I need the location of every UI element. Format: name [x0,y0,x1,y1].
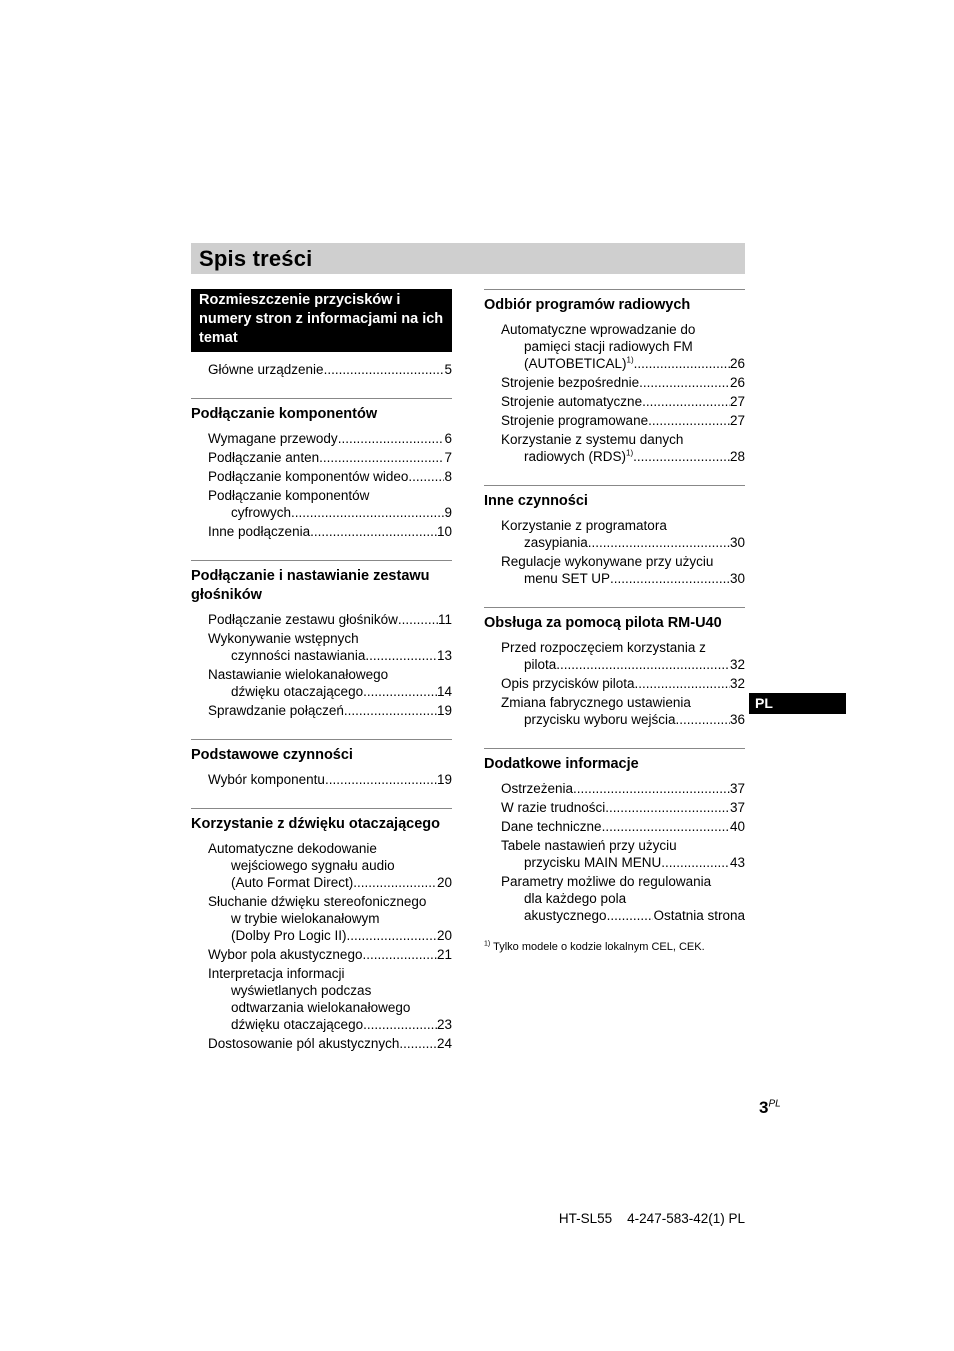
entry-title [524,854,661,871]
entry-page-number: 23 [436,1017,452,1032]
entry-page-number: 7 [444,450,452,465]
toc-entry[interactable] [484,321,745,372]
entry-title-text: Wybór komponentu [208,772,325,787]
entry-final-line [501,675,745,692]
toc-entry[interactable] [484,553,745,587]
entry-final-line [501,412,745,429]
toc-entry[interactable] [191,449,452,466]
entry-final-line [501,711,745,728]
dot-leader [676,711,730,728]
entry-final-line [208,430,452,447]
dot-leader [639,374,730,391]
entry-final-line [501,534,745,551]
section-heading: Rozmieszczenie przycisków i numery stron z informacjami na ich temat [191,289,452,352]
toc-entry[interactable] [484,818,745,835]
entry-final-line [208,523,452,540]
entry-final-line [208,611,452,628]
entry-page-number: 5 [444,362,452,377]
entry-title-text: cyfrowych [231,505,292,520]
entry-line: Tabele nastawień przy użyciu [501,838,677,853]
entry-title-text: Strojenie programowane [501,413,649,428]
entry-page-number: 37 [729,781,745,796]
section-heading: Inne czynności [484,493,588,509]
entry-title-text: Wymagane przewody [208,431,338,446]
entry-final-line [208,874,452,891]
entry-line: Interpretacja informacji [208,966,345,981]
toc-entry[interactable] [484,694,745,728]
dot-leader [408,468,444,485]
dot-leader [338,430,445,447]
entry-title [231,647,365,664]
entry-title-text: Główne urządzenie [208,362,324,377]
toc-entry[interactable] [191,468,452,485]
entry-title-text: Dane techniczne [501,819,602,834]
entry-line: Automatyczne wprowadzanie do [501,322,696,337]
toc-section [191,808,452,1052]
entry-title-text: dźwięku otaczającego [231,1017,364,1032]
toc-entry[interactable] [484,517,745,551]
footnote-marker: 1) [626,448,634,458]
dot-leader [365,647,437,664]
dot-leader [573,780,730,797]
title-bar [191,243,745,274]
entry-final-line [501,907,745,924]
entry-line: pamięci stacji radiowych FM [524,339,693,354]
entry-final-line [208,1035,452,1052]
entry-title-text: Inne podłączenia [208,524,311,539]
entry-title [231,683,363,700]
entry-title [501,393,642,410]
toc-section [484,485,745,587]
entry-final-line [208,647,452,664]
toc-entry[interactable] [191,361,452,378]
entry-final-line [208,1016,452,1033]
toc-entry[interactable] [191,430,452,447]
entry-title [208,449,319,466]
section-heading: Podłączanie komponentów [191,406,378,422]
toc-entry[interactable] [484,393,745,410]
toc-entry[interactable] [484,374,745,391]
dot-leader [310,523,437,540]
entry-line: Automatyczne dekodowanie [208,841,377,856]
entry-page-number: 32 [729,657,745,672]
footnote-text: Tylko modele o kodzie lokalnym CEL, CEK. [493,941,705,953]
toc-entry[interactable] [191,666,452,700]
entry-line: Przed rozpoczęciem korzystania z [501,640,706,655]
dot-leader [363,683,437,700]
entry-final-line [208,504,452,521]
footnote-marker: 1) [626,355,634,365]
entry-line: Regulacje wykonywane przy użyciu [501,554,714,569]
dot-leader [556,656,730,673]
entry-page-number: 10 [436,524,452,539]
entry-line: wyświetlanych podczas [231,983,372,998]
toc-entry[interactable] [484,639,745,673]
footnote-mark: 1) [484,940,491,948]
entry-final-line [501,799,745,816]
dot-leader [399,1035,437,1052]
entry-page-number: 19 [436,703,452,718]
entry-line: odtwarzania wielokanałowego [231,1000,411,1015]
entry-page-number: 20 [436,875,452,890]
entry-title [208,430,338,447]
model-code: HT-SL55 4-247-583-42(1) PL [558,1211,745,1226]
entry-title [524,355,634,372]
entry-title-text: (Dolby Pro Logic II) [231,928,347,943]
entry-title-text: Wybor pola akustycznego [208,947,363,962]
entry-title [208,523,310,540]
dot-leader [324,361,445,378]
entry-final-line [208,361,452,378]
dot-leader [635,675,730,692]
entry-title [501,799,605,816]
entry-page-number: 24 [436,1036,452,1051]
entry-final-line [208,449,452,466]
entry-final-line [501,393,745,410]
entry-title [524,448,633,465]
entry-title-text: Podłączanie zestawu głośników [208,612,398,627]
entry-title [231,927,347,944]
dot-leader [588,534,730,551]
entry-title-text: radiowych (RDS) [524,449,627,464]
toc-entry[interactable] [191,523,452,540]
dot-leader [347,927,437,944]
entry-title [208,946,362,963]
entry-title-text: czynności nastawiania [231,648,366,663]
footnote [484,940,745,954]
toc-entry[interactable] [484,837,745,871]
entry-final-line [501,355,745,372]
entry-final-line [501,448,745,465]
entry-page-number: 32 [729,676,745,691]
entry-title-text: menu SET UP [524,571,611,586]
toc-section [484,748,745,924]
toc-section [484,607,745,728]
page-title: Spis treści [199,246,313,271]
dot-leader [634,355,730,372]
entry-page-number: 43 [729,855,745,870]
entry-line: Nastawianie wielokanałowego [208,667,389,682]
entry-final-line [208,683,452,700]
entry-title [501,374,639,391]
entry-title [231,504,291,521]
section-heading: Podłączanie i nastawianie zestawu głośników [191,568,430,603]
entry-title [208,702,344,719]
dot-leader [363,1016,437,1033]
dot-leader [353,874,437,891]
entry-page-number: 9 [444,505,452,520]
entry-title-text: Sprawdzanie połączeń [208,703,344,718]
entry-final-line [208,946,452,963]
section-heading: Obsługa za pomocą pilota RM-U40 [484,615,722,631]
toc-entry[interactable] [484,431,745,465]
entry-line: Zmiana fabrycznego ustawienia [501,695,691,710]
toc-entry[interactable] [191,840,452,891]
entry-title [524,656,556,673]
entry-final-line [208,771,452,788]
entry-title-text: Dostosowanie pól akustycznych [208,1036,400,1051]
dot-leader [398,611,438,628]
toc-entry[interactable] [484,873,745,924]
toc-entry[interactable] [191,771,452,788]
entry-final-line [208,468,452,485]
entry-page-number: 30 [729,535,745,550]
entry-line: Parametry możliwe do regulowania [501,874,712,889]
entry-title-text: Podłączanie anten [208,450,320,465]
entry-final-line [208,927,452,944]
entry-title-text: (AUTOBETICAL) [524,356,627,371]
dot-leader [325,771,437,788]
entry-page-number: Ostatnia strona [653,908,745,923]
page-number-suffix: PL [768,1098,781,1110]
entry-title-text: W razie trudności [501,800,606,815]
page-number [759,1098,781,1118]
dot-leader [319,449,444,466]
entry-line: Korzystanie z programatora [501,518,667,533]
entry-line: w trybie wielokanałowym [231,911,380,926]
entry-page-number: 13 [436,648,452,663]
entry-page-number: 26 [729,356,745,371]
toc-section [484,289,745,465]
section-heading: Korzystanie z dźwięku otaczającego [191,816,440,832]
entry-title [208,1035,399,1052]
toc-section [191,398,452,540]
entry-final-line [501,780,745,797]
entry-title [231,1016,363,1033]
dot-leader [610,570,730,587]
dot-leader [344,702,437,719]
entry-page-number: 27 [729,394,745,409]
toc-right-column [484,289,745,954]
entry-page-number: 26 [729,375,745,390]
entry-title-text: Strojenie automatyczne [501,394,643,409]
entry-title [208,361,324,378]
entry-page-number: 40 [729,819,745,834]
dot-leader [362,946,437,963]
entry-title-text: pilota [524,657,557,672]
entry-title-text: Strojenie bezpośrednie [501,375,640,390]
toc-left-column [191,289,452,1072]
toc-entry[interactable] [191,946,452,963]
section-heading: Podstawowe czynności [191,747,353,763]
entry-title-text: dźwięku otaczającego [231,684,364,699]
entry-title-text: akustycznego [524,908,607,923]
dot-leader [291,504,444,521]
entry-title [208,468,408,485]
entry-page-number: 8 [444,469,452,484]
toc-entry[interactable] [191,487,452,521]
section-heading: Odbiór programów radiowych [484,297,691,313]
toc-entry[interactable] [191,1035,452,1052]
dot-leader [607,907,654,924]
entry-title [501,780,573,797]
entry-line: dla każdego pola [524,891,627,906]
entry-title-text: przycisku wyboru wejścia [524,712,676,727]
entry-page-number: 14 [436,684,452,699]
entry-final-line [208,702,452,719]
toc-entry[interactable] [191,611,452,628]
dot-leader [633,448,730,465]
toc-entry[interactable] [484,799,745,816]
page-number-value: 3 [759,1098,769,1117]
dot-leader [661,854,730,871]
entry-page-number: 19 [436,772,452,787]
entry-title-text: Ostrzeżenia [501,781,574,796]
entry-line: Wykonywanie wstępnych [208,631,359,646]
toc-section [191,739,452,788]
entry-title-text: Podłączanie komponentów wideo [208,469,409,484]
entry-title [524,907,607,924]
language-tab: PL [749,693,846,714]
entry-title [501,818,602,835]
dot-leader [602,818,730,835]
entry-final-line [501,818,745,835]
dot-leader [648,412,730,429]
entry-page-number: 28 [729,449,745,464]
entry-title [501,675,635,692]
entry-page-number: 27 [729,413,745,428]
entry-title-text: przycisku MAIN MENU [524,855,662,870]
entry-page-number: 20 [436,928,452,943]
entry-title-text: Opis przycisków pilota [501,676,635,691]
entry-title [524,711,676,728]
entry-final-line [501,570,745,587]
toc-section [191,289,452,378]
entry-title [501,412,648,429]
toc-entry[interactable] [191,702,452,719]
entry-page-number: 30 [729,571,745,586]
entry-line: Podłączanie komponentów [208,488,370,503]
toc-section [191,560,452,719]
entry-title [208,611,398,628]
dot-leader [642,393,730,410]
entry-title-text: zasypiania [524,535,588,550]
entry-final-line [501,656,745,673]
entry-page-number: 37 [729,800,745,815]
dot-leader [605,799,730,816]
entry-final-line [501,374,745,391]
entry-line: wejściowego sygnału audio [231,858,395,873]
entry-page-number: 21 [436,947,452,962]
entry-line: Korzystanie z systemu danych [501,432,684,447]
entry-final-line [501,854,745,871]
entry-title [524,570,610,587]
toc-entry[interactable] [484,412,745,429]
entry-page-number: 11 [437,612,452,627]
entry-title-text: (Auto Format Direct) [231,875,354,890]
entry-line: Słuchanie dźwięku stereofonicznego [208,894,427,909]
toc-entry[interactable] [484,675,745,692]
section-heading: Dodatkowe informacje [484,756,639,772]
entry-page-number: 36 [729,712,745,727]
toc-entry[interactable] [191,965,452,1033]
entry-title [524,534,588,551]
entry-title [231,874,353,891]
entry-title [208,771,325,788]
toc-entry[interactable] [191,893,452,944]
entry-page-number: 6 [444,431,452,446]
toc-entry[interactable] [484,780,745,797]
toc-entry[interactable] [191,630,452,664]
